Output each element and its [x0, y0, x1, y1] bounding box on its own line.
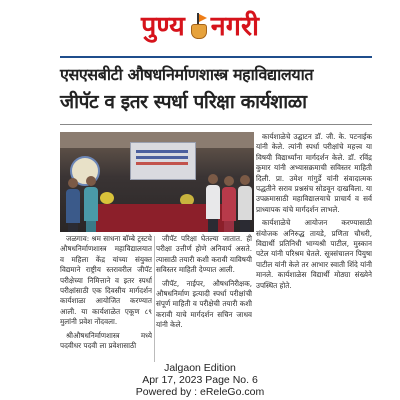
article-paragraph: जळगाव: श्रम साधना बॉम्बे ट्रस्टचे औषधनिर्माणशास्त्र महाविद्यालयात व महिला केंद्र यांच्या संयुक्त विद्यमाने राष्ट्रीय स्तरावरील जीपॅट परीक्षेच्या निमित्ताने व इतर स्पर्धा परीक्षांसाठी एक दिवसीय मार्गदर्शन कार्यशाळा आयोजित करण्यात आली. या कार्यशाळेत एकूण ८९ मुलांनी प्रवेश नोंदवला.	[60, 234, 152, 327]
edition-footer	[0, 362, 400, 398]
headline-line-2: जीपॅट व इतर स्पर्धा परिक्षा कार्यशाळा	[60, 91, 307, 113]
article-paragraph: जीपॅट, नाईपर, औषधनिरीक्षक, औषधनिर्माण इत्यादी स्पर्धा परीक्षांची संपूर्ण माहिती व परीक्षेची तयारी कशी करावी याचे मार्गदर्शन सचिन जाधव यांनी केले.	[156, 278, 252, 330]
article-paragraph: जीपॅट परिक्षा घेतल्या जातात. ही परीक्षा उत्तीर्ण होणे अनिवार्य असते. त्यासाठी तयारी कशी करावी याविषयी सविस्तर माहिती देण्यात आली.	[156, 234, 252, 275]
article-paragraph: कार्यशाळेचे उद्घाटन डॉ. जी. के. पटनाईक यांनी केले. त्यांनी स्पर्धा परीक्षांचे महत्त्व या विषयी विद्यार्थ्यांना मार्गदर्शन केले. डॉ. रविंद्र कुमार यांनी अभ्यासक्रमाची सविस्तर माहिती दिली. प्रा. उमेश गांगुर्डे यांनी संवादात्मक पद्धतीने सराव प्रश्नसंच सोडवून दाखविला. या उपक्रमासाठी महाविद्यालयाचे प्राचार्य व सर्व प्राध्यापक यांचे मार्गदर्शन लाभले.	[256, 132, 372, 214]
column-divider	[154, 236, 155, 372]
headline-top-rule	[60, 56, 372, 58]
masthead-name-part1: पुण्य	[140, 10, 185, 42]
article-photo	[60, 132, 254, 232]
article-headline	[60, 62, 372, 117]
masthead-name-part2: नगरी	[210, 10, 260, 42]
headline-bottom-rule	[60, 124, 372, 125]
article-paragraph: कार्यशाळेचे आयोजन करण्यासाठी संयोजक अनिरुद्ध तायडे, प्रणिता चौधरी, विद्यार्थी प्रतिनिधी भाग्यश्री पाटील, मुस्कान पटेल यांनी परिश्रम घेतले. सूत्रसंचालन पियुषा पाटील यांनी केले तर आभार स्वाती शिंदे यांनी मानले. कार्यशाळेस विद्यार्थी मोठ्या संख्येने उपस्थित होते.	[256, 218, 372, 290]
article-column-middle	[156, 234, 252, 374]
article-column-left	[60, 234, 152, 374]
edition-name: Jalgaon Edition	[0, 362, 400, 374]
headline-line-1: एसएसबीटी औषधनिर्माणशास्त्र महाविद्यालयात	[60, 65, 314, 84]
article-paragraph: श्रीऔषधनिर्माणशास्त्र मध्ये पदवीधर पदवी ला प्रवेशासाठी	[60, 330, 152, 351]
newspaper-masthead	[0, 6, 400, 46]
powered-by-link[interactable]: Powered by : eReleGo.com	[0, 386, 400, 398]
kalash-flag-icon	[188, 13, 208, 39]
article-column-right	[256, 132, 372, 374]
edition-date-page: Apr 17, 2023 Page No. 6	[0, 374, 400, 386]
